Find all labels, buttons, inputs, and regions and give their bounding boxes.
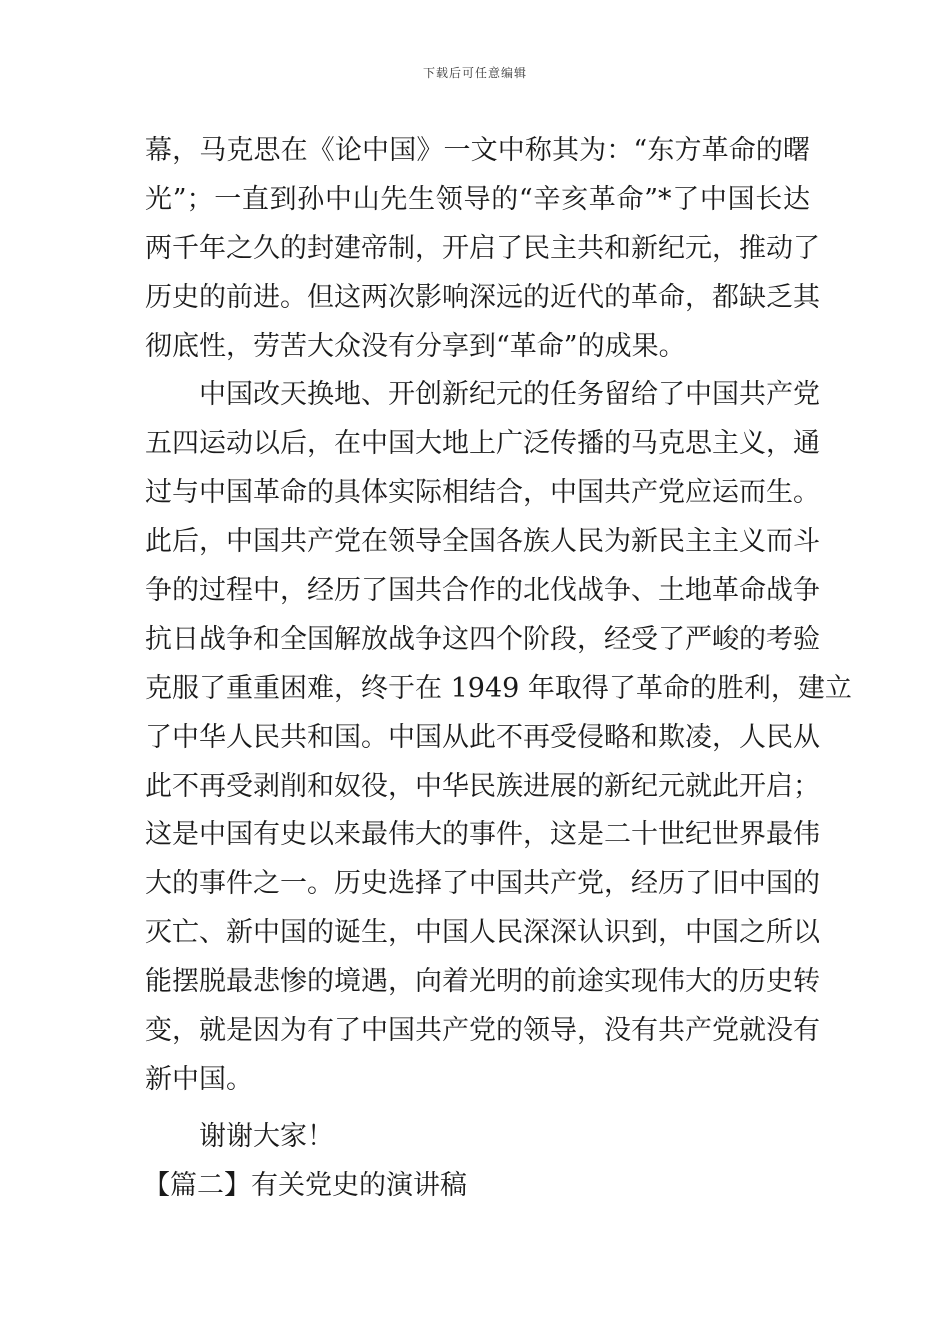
section-title: 【篇二】有关党史的演讲稿 bbox=[143, 1169, 467, 1201]
text-line: 大的事件之一。历史选择了中国共产党，经历了旧中国的 bbox=[145, 868, 820, 900]
text-line: 抗日战争和全国解放战争这四个阶段，经受了严峻的考验 bbox=[145, 623, 820, 655]
text-line: 彻底性，劳苦大众没有分享到“革命”的成果。 bbox=[145, 330, 686, 362]
paragraph-2 bbox=[145, 371, 852, 1104]
page-header: 下载后可任意编辑 bbox=[422, 66, 527, 80]
text-line: 五四运动以后，在中国大地上广泛传播的马克思主义，通 bbox=[145, 428, 820, 460]
text-line: 中国改天换地、开创新纪元的任务留给了中国共产党 bbox=[199, 379, 820, 411]
text-line: 了中华人民共和国。中国从此不再受侵略和欺凌，人民从 bbox=[145, 721, 820, 753]
text-line: 两千年之久的封建帝制，开启了民主共和新纪元，推动了 bbox=[145, 232, 820, 264]
text-line: 能摆脱最悲惨的境遇，向着光明的前途实现伟大的历史转 bbox=[145, 966, 820, 998]
text-line: 此不再受剥削和奴役，中华民族进展的新纪元就此开启； bbox=[145, 770, 820, 802]
text-line: 幕，马克思在《论中国》一文中称其为：“东方革命的曙 bbox=[145, 135, 810, 166]
paragraph-1 bbox=[145, 127, 820, 371]
text-line: 争的过程中，经历了国共合作的北伐战争、土地革命战争 bbox=[145, 575, 820, 607]
text-line: 过与中国革命的具体实际相结合，中国共产党应运而生。 bbox=[145, 477, 820, 509]
document-body bbox=[143, 127, 852, 1211]
text-line: 变，就是因为有了中国共产党的领导，没有共产党就没有 bbox=[145, 1015, 820, 1047]
closing-line: 谢谢大家！ bbox=[199, 1120, 334, 1152]
text-line: 此后，中国共产党在领导全国各族人民为新民主主义而斗 bbox=[145, 526, 820, 558]
text-line: 历史的前进。但这两次影响深远的近代的革命，都缺乏其 bbox=[145, 281, 820, 313]
text-line: 克服了重重困难，终于在 1949 年取得了革命的胜利，建立 bbox=[145, 672, 852, 704]
text-line: 这是中国有史以来最伟大的事件，这是二十世纪世界最伟 bbox=[145, 819, 820, 851]
paragraph-3 bbox=[145, 1113, 810, 1162]
text-line: 灭亡、新中国的诞生，中国人民深深认识到，中国之所以 bbox=[145, 917, 820, 949]
text-line: 光”；一直到孙中山先生领导的“辛亥革命”*了中国长达 bbox=[145, 183, 810, 215]
text-line: 新中国。 bbox=[145, 1063, 253, 1095]
